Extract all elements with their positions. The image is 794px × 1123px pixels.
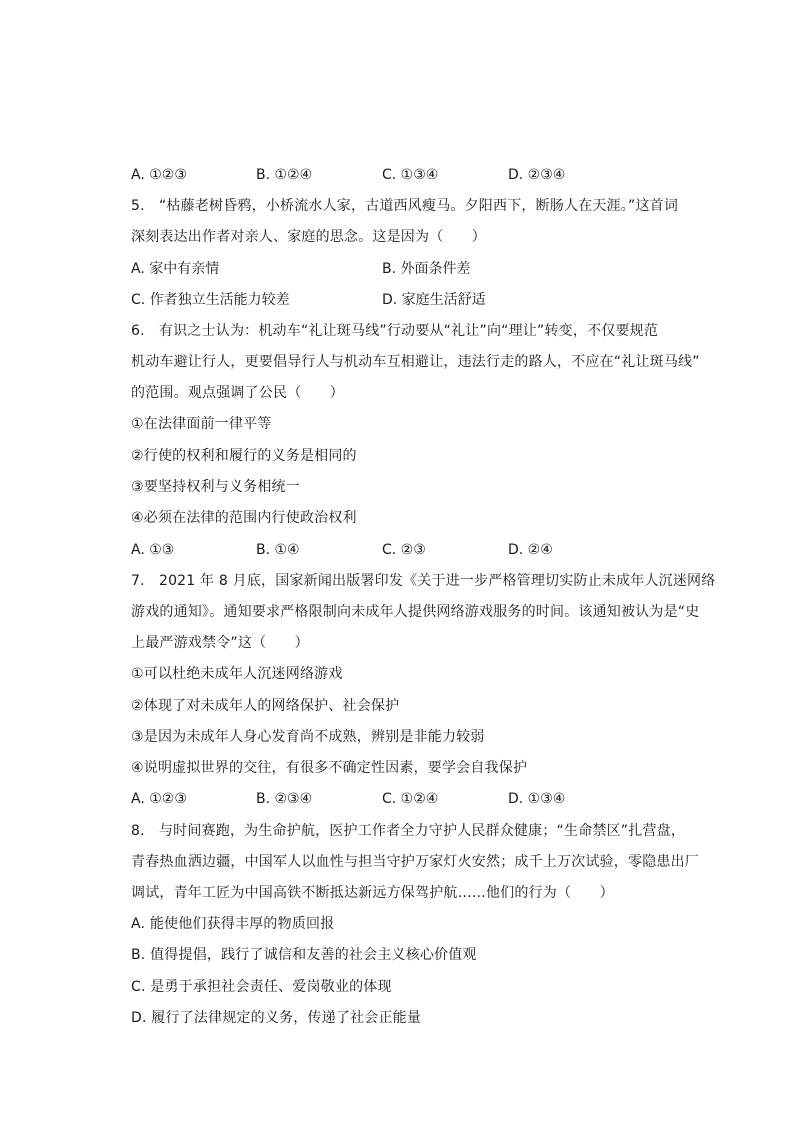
statement-item: ①可以杜绝未成年人沉迷网络游戏 [131, 666, 343, 682]
question-stem-line: 深刻表达出作者对亲人、家庭的思念。这是因为（ ） [131, 229, 486, 245]
option-d: D. ②④ [508, 542, 553, 558]
option-a: A. ①②③ [131, 167, 187, 183]
option-c: C. ①②④ [382, 791, 439, 807]
question-stem-line: 上最严游戏禁令”这（ ） [131, 635, 309, 651]
statement-item: ④必须在法律的范围内行使政治权利 [131, 510, 357, 526]
question-stem-line: 的范围。观点强调了公民（ ） [131, 385, 344, 401]
statement-item: ②行使的权利和履行的义务是相同的 [131, 448, 357, 464]
question-stem-line: 6. 有识之士认为：机动车“礼让斑马线”行动要从“礼让”向“理让”转变，不仅要规范 [131, 323, 659, 339]
option-d: D. ①③④ [508, 791, 566, 807]
option-a: A. 家中有亲情 [131, 261, 220, 277]
statement-item: ②体现了对未成年人的网络保护、社会保护 [131, 698, 400, 714]
statement-item: ④说明虚拟世界的交往，有很多不确定性因素，要学会自我保护 [131, 760, 528, 776]
option-a: A. 能使他们获得丰厚的物质回报 [131, 916, 335, 932]
option-d: D. 履行了法律规定的义务，传递了社会正能量 [131, 1010, 422, 1026]
option-b: B. ①②④ [256, 167, 313, 183]
option-b: B. 值得提倡，践行了诚信和友善的社会主义核心价值观 [131, 947, 477, 963]
option-d: D. 家庭生活舒适 [382, 292, 486, 308]
option-a: A. ①③ [131, 542, 175, 558]
question-stem-line: 游戏的通知》。通知要求严格限制向未成年人提供网络游戏服务的时间。该通知被认为是“史 [131, 604, 700, 620]
option-c: C. 作者独立生活能力较差 [131, 292, 290, 308]
option-c: C. ②③ [382, 542, 426, 558]
question-stem-line: 调试，青年工匠为中国高铁不断抵达新远方保驾护航……他们的行为（ ） [131, 885, 614, 901]
option-c: C. ①③④ [382, 167, 439, 183]
question-stem-line: 5. “枯藤老树昏鸦，小桥流水人家，古道西风瘦马。夕阳西下，断肠人在天涯。”这首词 [131, 198, 679, 214]
option-a: A. ①②③ [131, 791, 187, 807]
option-b: B. ②③④ [256, 791, 313, 807]
statement-item: ③是因为未成年人身心发育尚不成熟，辨别是非能力较弱 [131, 729, 485, 745]
question-stem-line: 青春热血洒边疆，中国军人以血性与担当守护万家灯火安然；成千上万次试验，零隐患出厂 [131, 854, 699, 870]
statement-item: ③要坚持权利与义务相统一 [131, 479, 300, 495]
question-stem-line: 8. 与时间赛跑，为生命护航，医护工作者全力守护人民群众健康；“生命禁区”扎营盘， [131, 823, 686, 839]
statement-item: ①在法律面前一律平等 [131, 416, 272, 432]
question-stem-line: 7. 2021 年 8 月底，国家新闻出版署印发《关于进一步严格管理切实防止未成年人沉迷网络 [131, 573, 716, 589]
option-c: C. 是勇于承担社会责任、爱岗敬业的体现 [131, 979, 392, 995]
option-b: B. 外面条件差 [382, 261, 471, 277]
question-stem-line: 机动车避让行人，更要倡导行人与机动车互相避让，违法行走的路人，不应在“礼让斑马线” [131, 354, 700, 370]
option-d: D. ②③④ [508, 167, 566, 183]
option-b: B. ①④ [256, 542, 300, 558]
